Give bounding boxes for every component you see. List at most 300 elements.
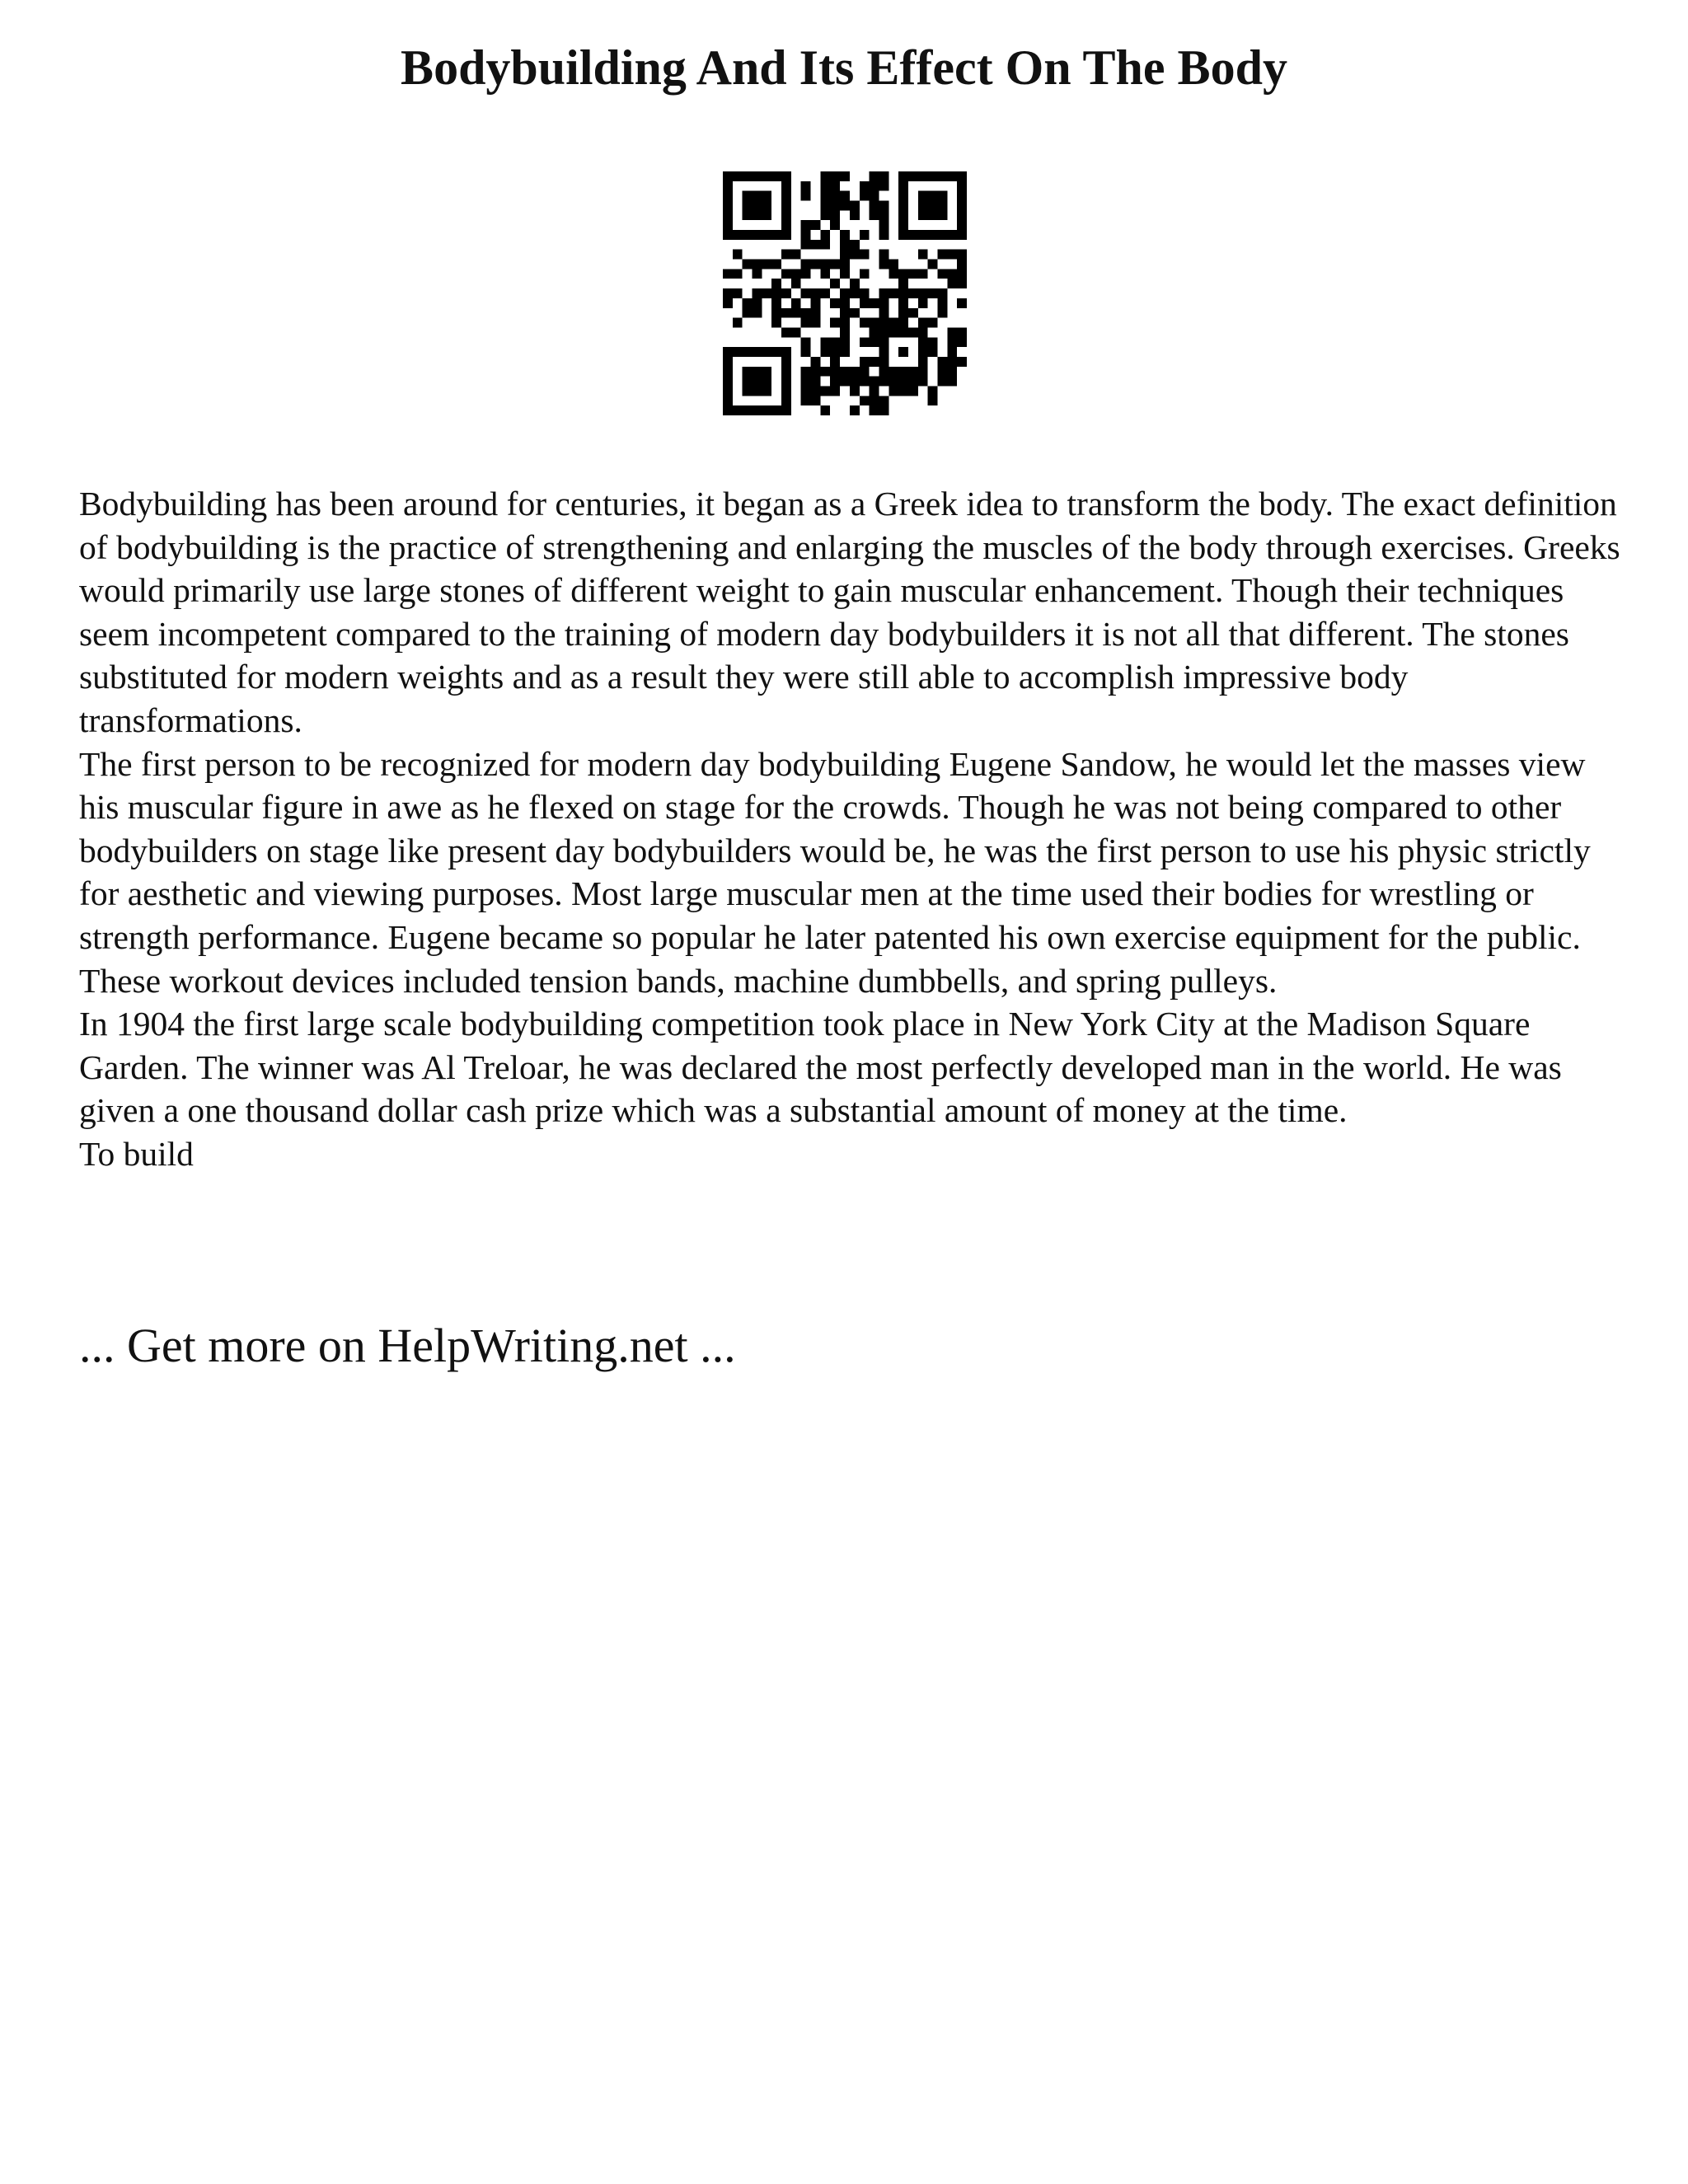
qr-module xyxy=(928,260,938,269)
qr-module xyxy=(811,318,821,328)
qr-module xyxy=(743,230,753,240)
qr-module xyxy=(820,288,830,298)
qr-module xyxy=(801,367,811,377)
qr-module xyxy=(781,396,791,405)
qr-module xyxy=(860,357,870,367)
qr-module xyxy=(762,210,771,220)
qr-module xyxy=(928,386,938,396)
qr-module xyxy=(879,347,889,357)
qr-module xyxy=(947,377,957,387)
qr-module xyxy=(870,357,879,367)
qr-module xyxy=(957,269,967,279)
qr-module xyxy=(850,405,860,415)
qr-module xyxy=(860,396,870,405)
qr-module xyxy=(879,298,889,308)
qr-module xyxy=(801,337,811,347)
qr-module xyxy=(889,318,898,328)
qr-module xyxy=(723,269,733,279)
qr-module xyxy=(791,279,801,288)
qr-module xyxy=(743,308,753,318)
qr-module xyxy=(801,191,811,201)
qr-module xyxy=(791,298,801,308)
qr-module xyxy=(947,337,957,347)
qr-module xyxy=(753,171,762,181)
qr-module xyxy=(860,318,870,328)
qr-module xyxy=(723,171,733,181)
qr-module xyxy=(830,191,840,201)
qr-module xyxy=(723,367,733,377)
qr-module xyxy=(762,191,771,201)
qr-module xyxy=(957,191,967,201)
qr-module xyxy=(801,347,811,357)
qr-module xyxy=(781,181,791,191)
qr-module xyxy=(918,230,928,240)
qr-module xyxy=(937,191,947,201)
qr-module xyxy=(860,367,870,377)
qr-module xyxy=(781,347,791,357)
qr-module xyxy=(762,347,771,357)
qr-module xyxy=(850,377,860,387)
qr-module xyxy=(889,288,898,298)
qr-module xyxy=(781,269,791,279)
qr-module xyxy=(850,308,860,318)
qr-module xyxy=(937,308,947,318)
qr-module xyxy=(879,337,889,347)
qr-module xyxy=(771,171,781,181)
qr-module xyxy=(928,347,938,357)
qr-module xyxy=(771,298,781,308)
qr-module xyxy=(957,171,967,181)
qr-module xyxy=(898,181,908,191)
qr-module xyxy=(898,386,908,396)
qr-module xyxy=(908,367,918,377)
qr-module xyxy=(898,288,908,298)
qr-module xyxy=(937,288,947,298)
qr-module xyxy=(840,377,850,387)
qr-module xyxy=(870,191,879,201)
qr-module xyxy=(840,201,850,211)
qr-module xyxy=(850,288,860,298)
qr-module xyxy=(743,386,753,396)
qr-module xyxy=(733,405,743,415)
qr-module xyxy=(957,327,967,337)
qr-module xyxy=(898,347,908,357)
qr-module xyxy=(733,347,743,357)
qr-module xyxy=(771,405,781,415)
qr-module xyxy=(860,298,870,308)
qr-module xyxy=(820,367,830,377)
qr-module xyxy=(840,327,850,337)
qr-module xyxy=(957,260,967,269)
qr-module xyxy=(947,367,957,377)
paragraph-2: The first person to be recognized for modern day bodybuilding Eugene Sandow, he would let the masses view his muscular figure in awe as he flexed on stage for the crowds. Though he was not being compared to other bodybuilders on stage like present day bodybuilders would be, he was the first person to use his physic strictly for aesthetic and viewing purposes. Most large muscular men at the time used their bodies for wrestling or strength performance. Eugene became so popular he later patented his own exercise equipment for the public. These workout devices included tension bands, machine dumbbells, and spring pulleys. xyxy=(79,744,1591,1000)
qr-module xyxy=(957,201,967,211)
qr-module xyxy=(781,405,791,415)
document-body xyxy=(79,482,1629,1176)
qr-module xyxy=(918,288,928,298)
qr-module xyxy=(879,171,889,181)
qr-module xyxy=(889,327,898,337)
qr-module xyxy=(898,327,908,337)
qr-module xyxy=(928,337,938,347)
qr-module xyxy=(811,240,821,250)
qr-module xyxy=(753,377,762,387)
qr-module xyxy=(947,357,957,367)
qr-module xyxy=(889,386,898,396)
qr-module xyxy=(957,250,967,260)
qr-module xyxy=(801,230,811,240)
qr-module xyxy=(811,298,821,308)
qr-module xyxy=(781,171,791,181)
qr-module xyxy=(811,377,821,387)
qr-module xyxy=(723,220,733,230)
qr-module xyxy=(733,269,743,279)
qr-module xyxy=(937,171,947,181)
qr-module xyxy=(820,230,830,240)
qr-module xyxy=(753,347,762,357)
qr-module xyxy=(898,377,908,387)
qr-module xyxy=(918,298,928,308)
qr-module xyxy=(937,377,947,387)
qr-module xyxy=(733,288,743,298)
qr-module xyxy=(918,337,928,347)
qr-module xyxy=(811,260,821,269)
qr-module xyxy=(928,191,938,201)
qr-module xyxy=(879,220,889,230)
qr-module xyxy=(753,386,762,396)
qr-module xyxy=(879,377,889,387)
qr-module xyxy=(928,201,938,211)
qr-module xyxy=(918,347,928,357)
qr-module xyxy=(840,288,850,298)
qr-module xyxy=(937,201,947,211)
qr-module xyxy=(957,337,967,347)
qr-module xyxy=(889,260,898,269)
qr-module xyxy=(898,367,908,377)
qr-module xyxy=(801,269,811,279)
qr-module xyxy=(781,191,791,201)
qr-module xyxy=(918,210,928,220)
qr-module xyxy=(870,405,879,415)
qr-module xyxy=(957,230,967,240)
qr-module xyxy=(908,327,918,337)
qr-module xyxy=(898,318,908,328)
qr-module xyxy=(830,210,840,220)
qr-module xyxy=(957,298,967,308)
qr-module xyxy=(898,308,908,318)
qr-module xyxy=(870,318,879,328)
qr-module xyxy=(850,279,860,288)
qr-module xyxy=(870,396,879,405)
qr-module xyxy=(723,386,733,396)
qr-module xyxy=(947,327,957,337)
qr-module xyxy=(860,181,870,191)
qr-module xyxy=(957,220,967,230)
qr-module xyxy=(898,210,908,220)
qr-module xyxy=(830,367,840,377)
qr-module xyxy=(811,367,821,377)
qr-module xyxy=(771,230,781,240)
qr-module xyxy=(830,260,840,269)
qr-module xyxy=(898,230,908,240)
qr-module xyxy=(753,298,762,308)
qr-module xyxy=(830,386,840,396)
qr-module xyxy=(928,171,938,181)
qr-module xyxy=(723,347,733,357)
qr-module xyxy=(870,298,879,308)
qr-module xyxy=(723,405,733,415)
qr-module xyxy=(898,201,908,211)
qr-module xyxy=(947,279,957,288)
qr-module xyxy=(820,347,830,357)
qr-module xyxy=(879,201,889,211)
qr-module xyxy=(753,210,762,220)
qr-module xyxy=(733,230,743,240)
qr-module xyxy=(937,230,947,240)
qr-module xyxy=(743,377,753,387)
qr-module xyxy=(811,288,821,298)
qr-module xyxy=(860,288,870,298)
qr-module xyxy=(820,201,830,211)
qr-module xyxy=(840,240,850,250)
qr-module xyxy=(753,367,762,377)
qr-module xyxy=(771,318,781,328)
qr-module xyxy=(820,171,830,181)
qr-module xyxy=(908,386,918,396)
qr-module xyxy=(918,318,928,328)
qr-module xyxy=(723,181,733,191)
qr-module xyxy=(811,396,821,405)
qr-module xyxy=(908,288,918,298)
qr-module xyxy=(820,191,830,201)
qr-module xyxy=(830,181,840,191)
qr-module xyxy=(820,337,830,347)
qr-module xyxy=(918,201,928,211)
qr-module xyxy=(850,201,860,211)
qr-module xyxy=(918,327,928,337)
qr-module xyxy=(781,230,791,240)
qr-module xyxy=(820,269,830,279)
document-title: Bodybuilding And Its Effect On The Body xyxy=(401,40,1287,95)
qr-module xyxy=(947,171,957,181)
qr-module xyxy=(791,269,801,279)
qr-module xyxy=(801,260,811,269)
qr-module xyxy=(743,405,753,415)
qr-module xyxy=(947,347,957,357)
qr-module xyxy=(781,377,791,387)
qr-module xyxy=(771,288,781,298)
qr-module xyxy=(801,288,811,298)
qr-module xyxy=(947,269,957,279)
qr-module xyxy=(733,250,743,260)
qr-module xyxy=(957,181,967,191)
qr-module xyxy=(937,357,947,367)
qr-module xyxy=(771,279,781,288)
qr-module xyxy=(820,260,830,269)
qr-module xyxy=(918,191,928,201)
qr-module xyxy=(870,337,879,347)
qr-module xyxy=(723,357,733,367)
qr-module xyxy=(840,318,850,328)
qr-module xyxy=(840,191,850,201)
qr-module xyxy=(753,308,762,318)
qr-module xyxy=(918,377,928,387)
qr-module xyxy=(870,181,879,191)
qr-module xyxy=(928,230,938,240)
qr-module xyxy=(762,171,771,181)
paragraph-4: To build xyxy=(79,1134,194,1173)
qr-module xyxy=(791,308,801,318)
qr-module xyxy=(879,308,889,318)
qr-module xyxy=(743,171,753,181)
qr-module xyxy=(840,230,850,240)
qr-module xyxy=(879,318,889,328)
qr-module xyxy=(743,347,753,357)
qr-module xyxy=(918,171,928,181)
qr-module xyxy=(762,386,771,396)
qr-module xyxy=(781,386,791,396)
qr-module xyxy=(840,250,850,260)
qr-module xyxy=(840,260,850,269)
qr-module xyxy=(830,357,840,367)
qr-module xyxy=(723,288,733,298)
qr-module xyxy=(870,201,879,211)
paragraph-1: Bodybuilding has been around for centuries, it began as a Greek idea to transform the body. The exact definition of bodybuilding is the practice of strengthening and enlarging the muscles of the body through exercises. Greeks would primarily use large stones of different weight to gain muscular enhancement. Though their techniques seem incompetent compared to the training of modern day bodybuilders it is not all that different. The stones substituted for modern weights and as a result they were still able to accomplish impressive body transformations. xyxy=(79,485,1620,739)
qr-module xyxy=(840,171,850,181)
qr-module xyxy=(830,298,840,308)
qr-module xyxy=(889,367,898,377)
qr-module xyxy=(889,377,898,387)
qr-module xyxy=(830,279,840,288)
qr-module xyxy=(733,318,743,328)
qr-module xyxy=(781,250,791,260)
qr-module xyxy=(918,357,928,367)
qr-module xyxy=(743,201,753,211)
qr-module xyxy=(908,230,918,240)
qr-module xyxy=(771,260,781,269)
qr-module xyxy=(830,318,840,328)
qr-module xyxy=(820,240,830,250)
qr-module xyxy=(870,171,879,181)
qr-module xyxy=(801,377,811,387)
qr-module xyxy=(723,298,733,308)
qr-module xyxy=(879,288,889,298)
qr-module xyxy=(840,367,850,377)
qr-module xyxy=(860,377,870,387)
qr-module xyxy=(908,269,918,279)
qr-module xyxy=(781,288,791,298)
qr-module xyxy=(879,250,889,260)
qr-module xyxy=(811,308,821,318)
qr-module xyxy=(820,210,830,220)
qr-module xyxy=(937,269,947,279)
qr-module xyxy=(898,171,908,181)
qr-module xyxy=(957,210,967,220)
qr-module xyxy=(743,191,753,201)
qr-module xyxy=(870,210,879,220)
qr-module xyxy=(743,210,753,220)
qr-module xyxy=(753,405,762,415)
qr-module xyxy=(781,210,791,220)
qr-module xyxy=(801,386,811,396)
qr-module xyxy=(850,250,860,260)
qr-module xyxy=(791,327,801,337)
qr-module xyxy=(928,288,938,298)
qr-module xyxy=(820,386,830,396)
qr-module xyxy=(860,191,870,201)
qr-module xyxy=(723,191,733,201)
qr-module xyxy=(850,240,860,250)
qr-module xyxy=(898,298,908,308)
qr-module xyxy=(947,250,957,260)
qr-module xyxy=(870,377,879,387)
qr-module xyxy=(928,210,938,220)
qr-module xyxy=(733,171,743,181)
qr-module xyxy=(860,250,870,260)
qr-module xyxy=(801,240,811,250)
qr-module xyxy=(771,347,781,357)
qr-module xyxy=(820,181,830,191)
qr-module xyxy=(753,260,762,269)
qr-module xyxy=(762,405,771,415)
qr-module xyxy=(889,269,898,279)
qr-module xyxy=(723,377,733,387)
qr-module xyxy=(879,357,889,367)
qr-module xyxy=(781,220,791,230)
qr-module xyxy=(918,367,928,377)
qr-module xyxy=(781,327,791,337)
qr-module xyxy=(781,308,791,318)
qr-module xyxy=(840,308,850,318)
qr-code-graphic xyxy=(723,171,967,415)
qr-module xyxy=(781,357,791,367)
qr-module xyxy=(879,210,889,220)
qr-module xyxy=(801,181,811,191)
qr-module xyxy=(879,405,889,415)
qr-code-icon xyxy=(723,171,967,415)
qr-module xyxy=(830,337,840,347)
qr-module xyxy=(801,308,811,318)
qr-module xyxy=(850,210,860,220)
qr-module xyxy=(762,260,771,269)
qr-module xyxy=(753,288,762,298)
qr-module xyxy=(879,367,889,377)
qr-module xyxy=(753,201,762,211)
qr-module xyxy=(879,327,889,337)
qr-module xyxy=(918,269,928,279)
qr-module xyxy=(811,386,821,396)
qr-module xyxy=(743,260,753,269)
qr-module xyxy=(830,347,840,357)
qr-module xyxy=(860,230,870,240)
qr-module xyxy=(723,396,733,405)
qr-module xyxy=(928,396,938,405)
qr-module xyxy=(762,288,771,298)
qr-module xyxy=(957,279,967,288)
qr-module xyxy=(753,269,762,279)
qr-module xyxy=(957,357,967,367)
qr-module xyxy=(801,220,811,230)
qr-module xyxy=(860,269,870,279)
qr-module xyxy=(850,386,860,396)
qr-module xyxy=(762,201,771,211)
get-more-link[interactable]: ... Get more on HelpWriting.net ... xyxy=(79,1319,736,1372)
qr-module xyxy=(830,220,840,230)
qr-module xyxy=(947,230,957,240)
qr-module xyxy=(937,210,947,220)
qr-module xyxy=(762,377,771,387)
qr-module xyxy=(870,327,879,337)
